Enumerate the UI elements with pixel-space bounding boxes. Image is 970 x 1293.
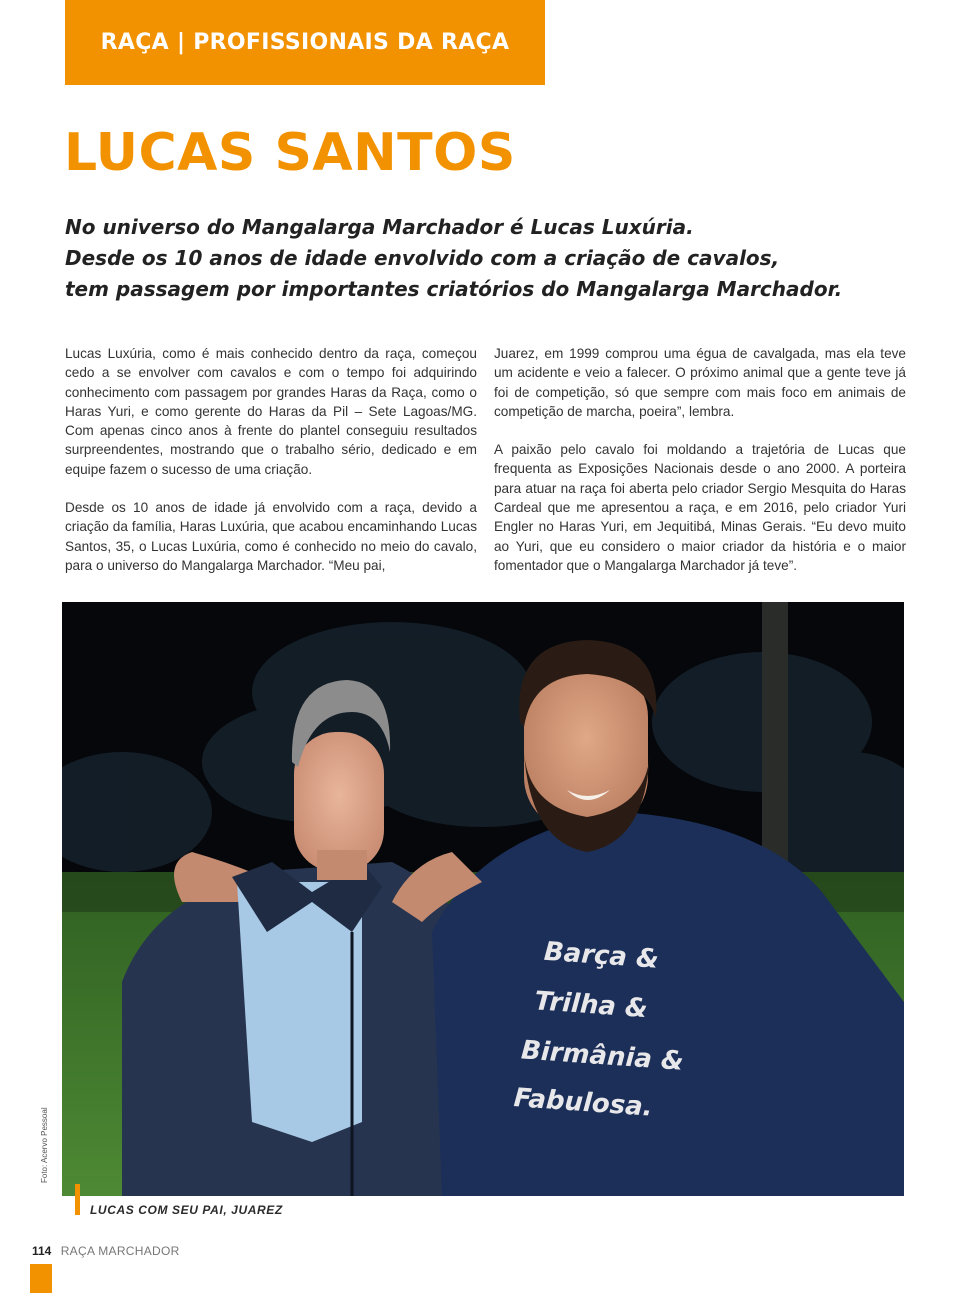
shirt-text-line: Trilha &: [533, 986, 649, 1025]
body-paragraph: Juarez, em 1999 comprou uma égua de cavalgada, mas ela teve um acidente e veio a falecer. O próximo animal que a gente teve já foi de competição, só que sempre com mais foco em animais de competição de marcha, poeira”, lembra.: [494, 346, 906, 419]
lead-line: tem passagem por importantes criatórios do Mangalarga Marchador.: [65, 277, 843, 301]
article-lead: [65, 212, 925, 305]
page-number: 114: [32, 1244, 52, 1258]
footer-accent-block: [30, 1264, 52, 1293]
magazine-name: RAÇA MARCHADOR: [60, 1244, 180, 1258]
photo-credit: Foto: Acervo Pessoal: [40, 1107, 49, 1183]
article-title: LUCAS SANTOS: [64, 123, 516, 183]
body-column-right: [494, 344, 906, 594]
caption-accent-bar: [75, 1184, 80, 1215]
page-footer: [32, 1244, 180, 1258]
section-banner: [65, 0, 545, 85]
shirt-text-line: Fabulosa.: [512, 1083, 654, 1123]
shirt-text-line: Barça &: [543, 936, 660, 975]
body-paragraph: A paixão pelo cavalo foi moldando a trajetória de Lucas que frequenta as Exposições Nacionais desde o ano 2000. A porteira para atuar na raça foi aberta pelo criador Sergio Mesquita do Haras Cardeal que me apresentou a raça, e em 2016, pelo criador Yuri Engler no Haras Yuri, em Jequitibá, Minas Gerais. “Eu devo muito ao Yuri, que eu considero o maior criador da história e o maior fomentador que o Mangalarga Marchador já teve”.: [494, 442, 906, 573]
lead-line: Desde os 10 anos de idade envolvido com a criação de cavalos,: [65, 246, 780, 270]
article-photo: [62, 602, 904, 1196]
body-paragraph: Lucas Luxúria, como é mais conhecido dentro da raça, começou cedo a se envolver com cavalos e com o tempo foi adquirindo conhecimento com passagem por grandes Haras da Raça, como o Haras Yuri, e como gerente do Haras da Pil – Sete Lagoas/MG. Com apenas cinco anos à frente do plantel conseguiu resultados surpreendentes, mostrando que o trabalho sério, dedicado e em equipe fazem o sucesso de uma criação.: [65, 346, 477, 477]
body-paragraph: Desde os 10 anos de idade já envolvido com a raça, devido a criação da família, Haras Luxúria, que acabou encaminhando Lucas Santos, 35, o Lucas Luxúria, como é conhecido no meio do cavalo, para o universo do Mangalarga Marchador. “Meu pai,: [65, 500, 477, 573]
section-label: RAÇA | PROFISSIONAIS DA RAÇA: [100, 30, 510, 55]
shirt-text-line: Birmânia &: [520, 1035, 685, 1077]
body-column-left: [65, 344, 477, 594]
lead-line: No universo do Mangalarga Marchador é Lucas Luxúria.: [65, 215, 694, 239]
photo-caption: LUCAS COM SEU PAI, JUAREZ: [90, 1203, 283, 1217]
